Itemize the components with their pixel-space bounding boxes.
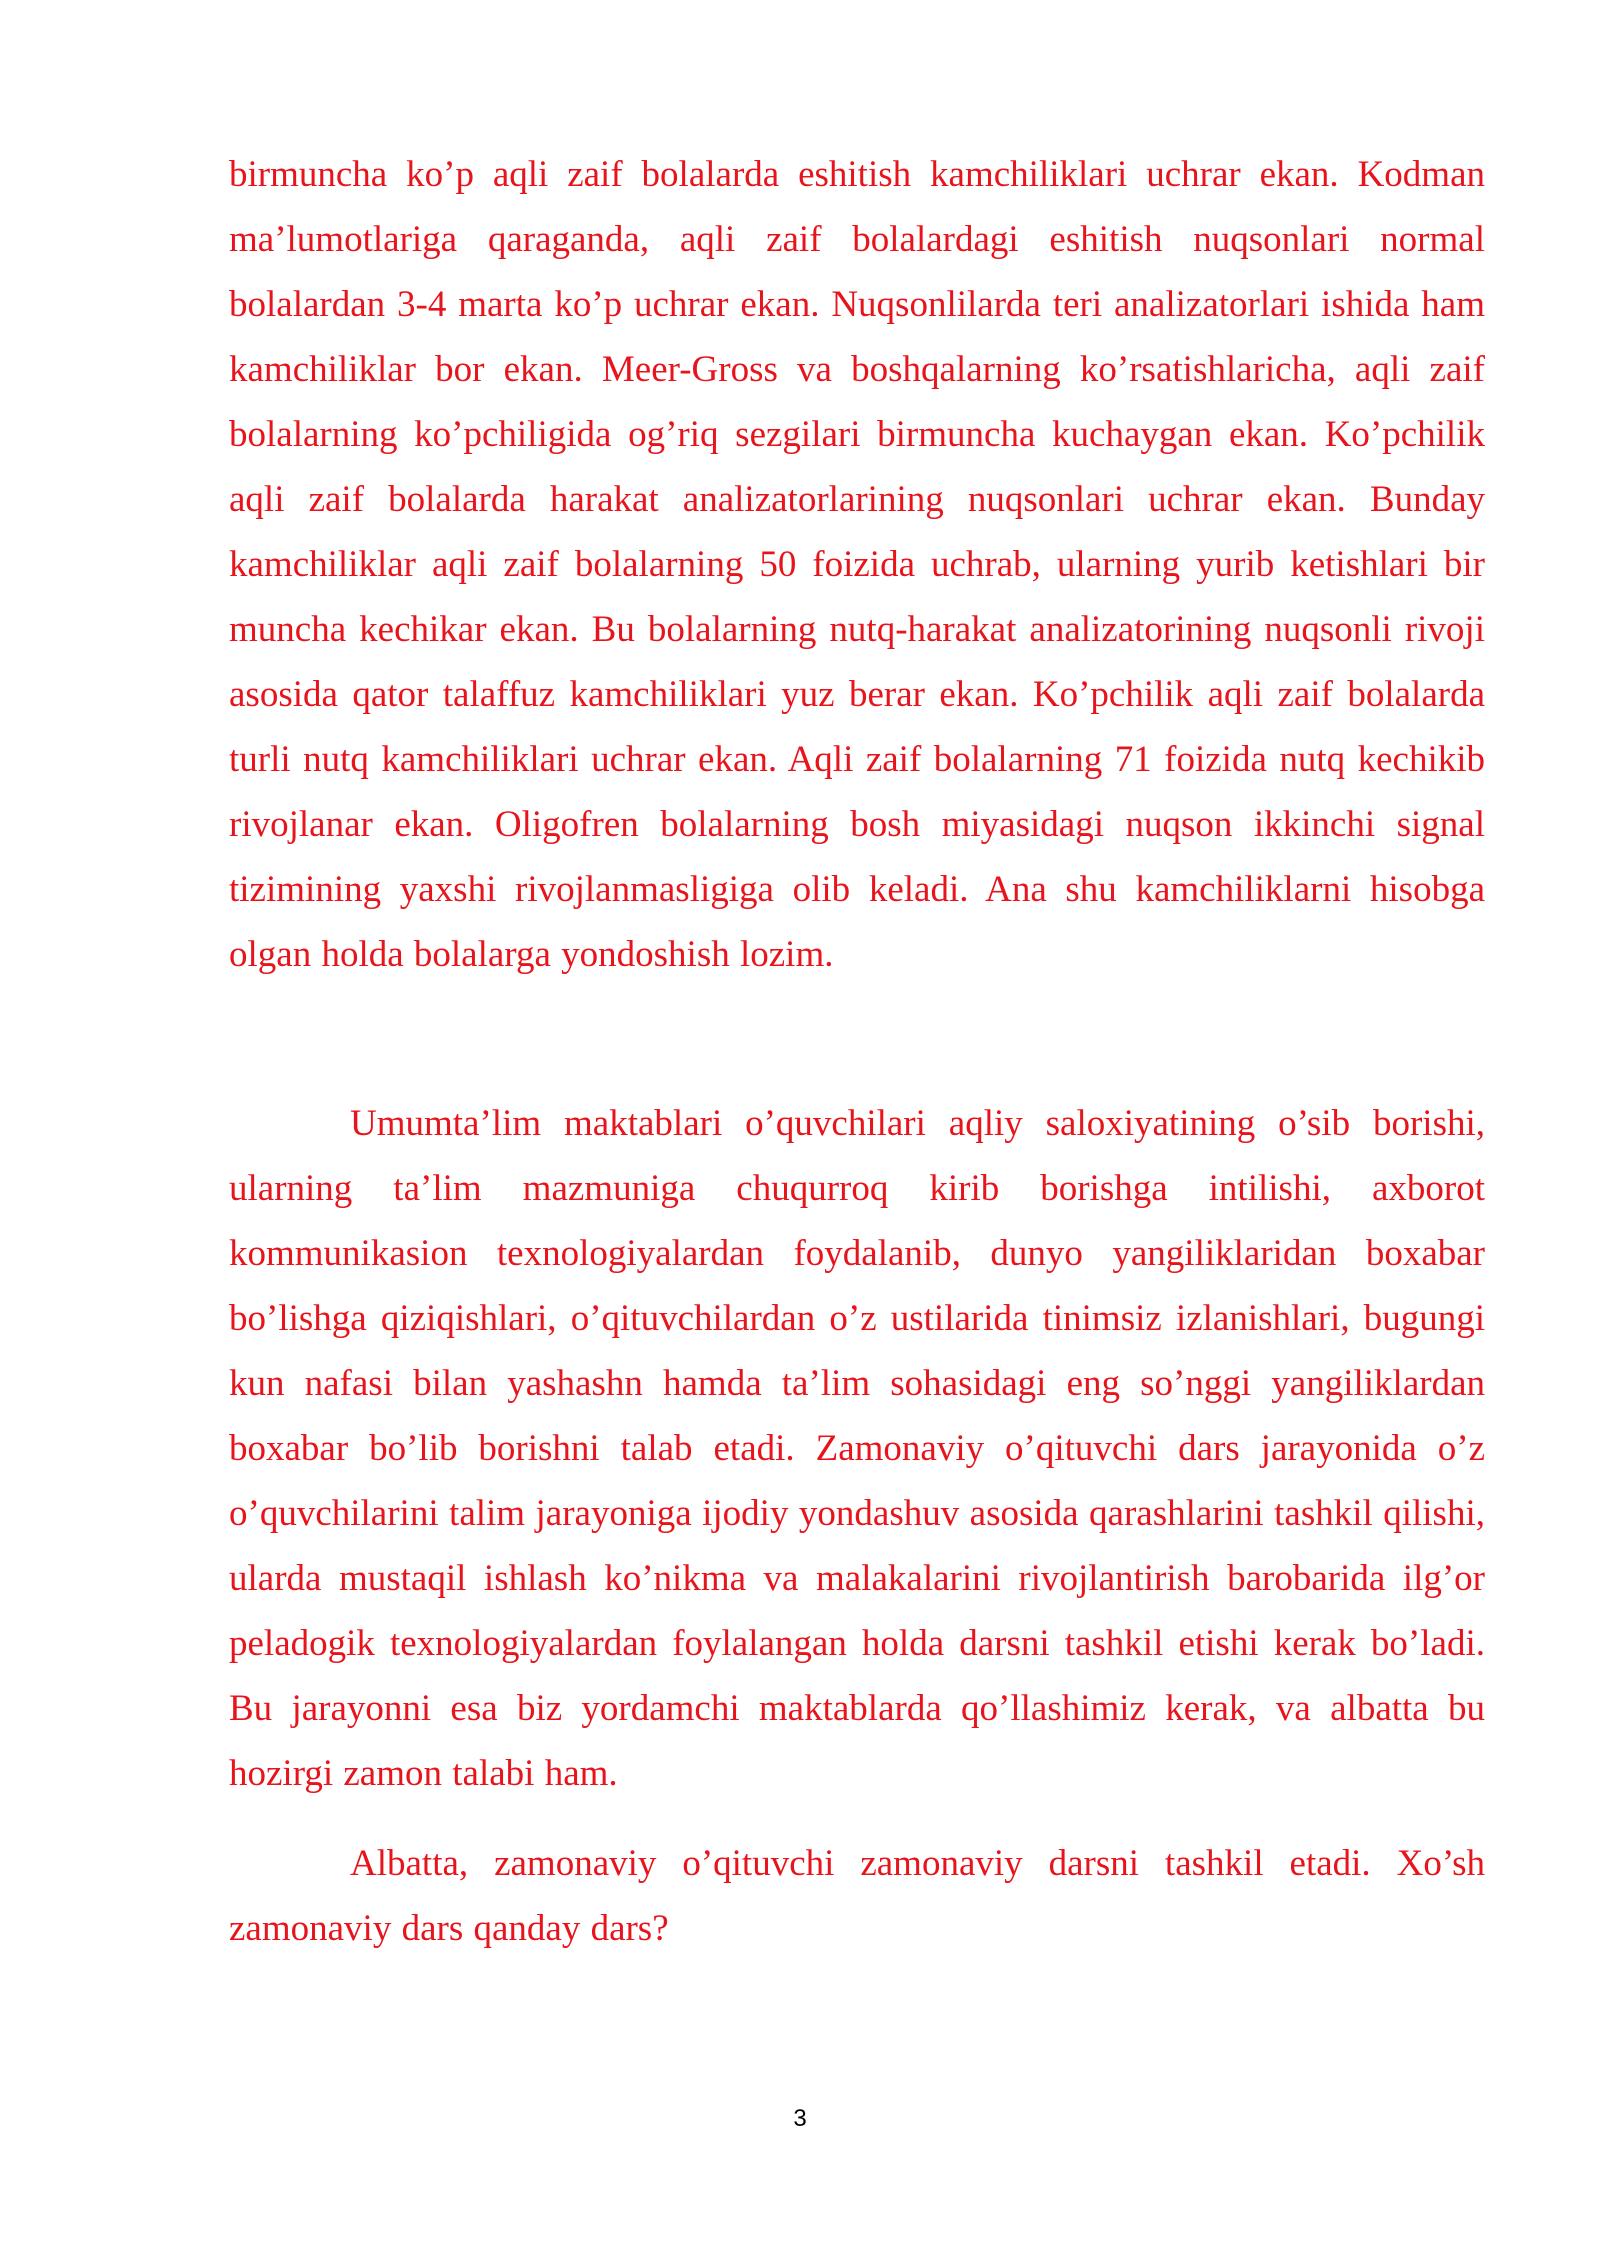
paragraph-block-1: [229, 142, 1485, 987]
paragraph-block-2: [229, 1091, 1485, 1806]
paragraph: birmuncha ko’p aqli zaif bolalarda eshitish kamchiliklari uchrar ekan. Kodman ma’lumotlariga qaraganda, aqli zaif bolalardagi eshitish nuqsonlari normal bolalardan 3-4 marta ko’p uchrar ekan. Nuqsonlilarda teri analizatorlari ishida ham kamchiliklar bor ekan. Meer-Gross va boshqalarning ko’rsatishlaricha, aqli zaif bolalarning ko’pchiligida og’riq sezgilari birmuncha kuchaygan ekan. Ko’pchilik aqli zaif bolalarda harakat analizatorlarining nuqsonlari uchrar ekan. Bunday kamchiliklar aqli zaif bolalarning 50 foizida uchrab, ularning yurib ketishlari bir muncha kechikar ekan. Bu bolalarning nutq-harakat analizatorining nuqsonli rivoji asosida qator talaffuz kamchiliklari yuz berar ekan. Ko’pchilik aqli zaif bolalarda turli nutq kamchiliklari uchrar ekan. Aqli zaif bolalarning 71 foizida nutq kechikib rivojlanar ekan. Oligofren bolalarning bosh miyasidagi nuqson ikkinchi signal tizimining yaxshi rivojlanmasligiga olib keladi. Ana shu kamchiliklarni hisobga olgan holda bolalarga yondoshish lozim.: [229, 154, 1485, 975]
paragraph: Albatta, zamonaviy o’qituvchi zamonaviy darsni tashkil etadi. Xo’sh zamonaviy dars qanday dars?: [229, 1843, 1485, 1949]
paragraph: Umumta’lim maktablari o’quvchilari aqliy saloxiyatining o’sib borishi, ularning ta’lim mazmuniga chuqurroq kirib borishga intilishi, axborot kommunikasion texnologiyalardan foydalanib, dunyo yangiliklaridan boxabar bo’lishga qiziqishlari, o’qituvchilardan o’z ustilarida tinimsiz izlanishlari, bugungi kun nafasi bilan yashashn hamda ta’lim sohasidagi eng so’nggi yangiliklardan boxabar bo’lib borishni talab etadi. Zamonaviy o’qituvchi dars jarayonida o’z o’quvchilarini talim jarayoniga ijodiy yondashuv asosida qarashlarini tashkil qilishi, ularda mustaqil ishlash ko’nikma va malakalarini rivojlantirish barobarida ilg’or peladogik texnologiyalardan foylalangan holda darsni tashkil etishi kerak bo’ladi. Bu jarayonni esa biz yordamchi maktablarda qo’llashimiz kerak, va albatta bu hozirgi zamon talabi ham.: [229, 1103, 1485, 1794]
paragraph-block-3: [229, 1831, 1485, 1961]
page-number: 3: [793, 2105, 807, 2132]
